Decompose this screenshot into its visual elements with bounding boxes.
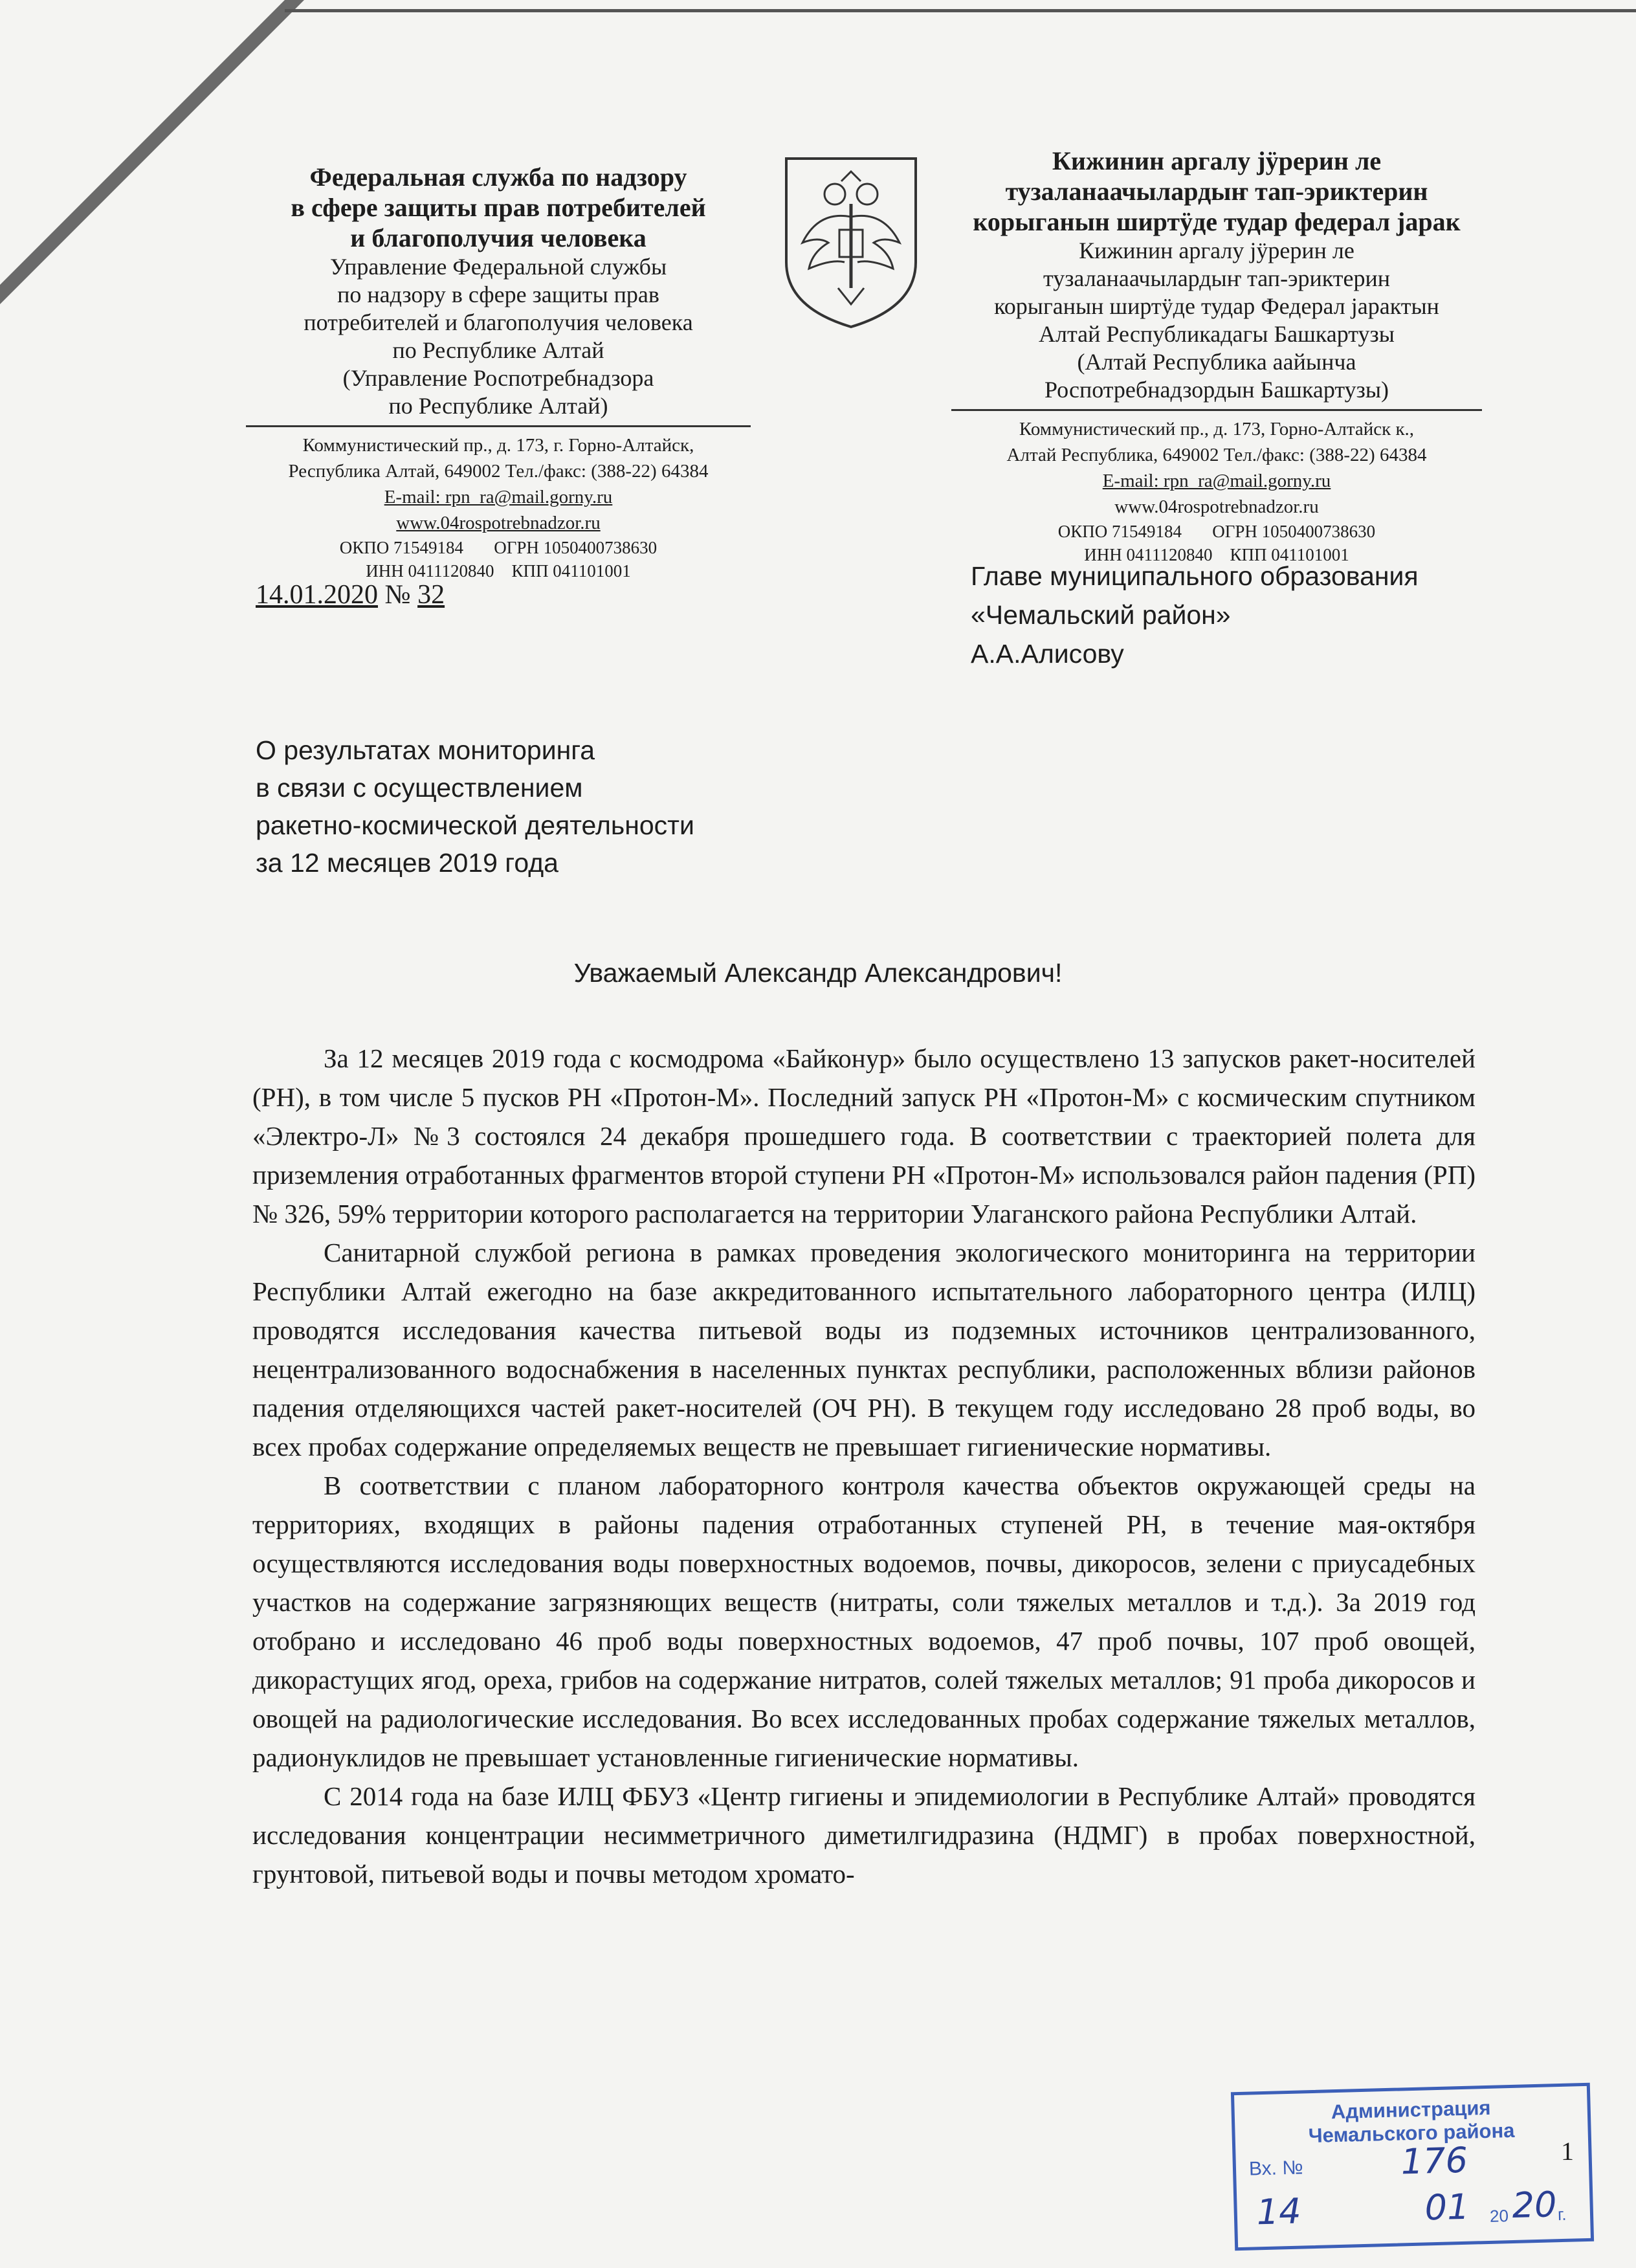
header-right-address: Алтай Республика, 649002 Тел./факс: (388-22) 64384 bbox=[1006, 445, 1427, 465]
header-left-okpo: ОКПО 71549184 ОГРН 1050400738630 bbox=[339, 538, 658, 557]
header-left-line: по надзору в сфере защиты прав bbox=[337, 282, 659, 307]
russian-coat-of-arms-icon bbox=[773, 146, 929, 333]
header-left-email: E-mail: rpn_ra@mail.gorny.ru bbox=[384, 487, 613, 507]
header-right-website: www.04rospotrebnadzor.ru bbox=[1114, 496, 1319, 517]
header-right-line: тузаланаачылардыҥ тап-эриктерин bbox=[1043, 265, 1391, 291]
header-right-line: Кижинин аргалу јӱрерин ле bbox=[1079, 238, 1354, 263]
header-right-line: Алтай Республикадагы Башкартузы bbox=[1039, 321, 1395, 347]
header-right-inn: ИНН 0411120840 КПП 041101001 bbox=[1084, 545, 1349, 564]
stamp-title-1: Администрация bbox=[1331, 2096, 1491, 2124]
subject bbox=[256, 731, 838, 882]
header-left-address: Коммунистический пр., д. 173, г. Горно-Алтайск, bbox=[302, 435, 694, 456]
header-right-line: (Алтай Республика аайынча bbox=[1077, 349, 1356, 375]
addressee-line: Главе муниципального образования bbox=[971, 561, 1419, 591]
header-right-email: E-mail: rpn_ra@mail.gorny.ru bbox=[1102, 471, 1331, 491]
registration-stamp bbox=[1231, 2083, 1594, 2251]
stamp-vx-label: Вх. № bbox=[1248, 2157, 1303, 2180]
stamp-vx-number: 176 bbox=[1400, 2139, 1468, 2183]
header-left-address: Республика Алтай, 649002 Тел./факс: (388-22) 64384 bbox=[288, 461, 709, 482]
subject-line: ракетно-космической деятельности bbox=[256, 810, 694, 840]
body-paragraph: В соответствии с планом лабораторного контроля качества объектов окружающей среды на территориях, входящих в районы падения отработанных ступеней РН, в течение мая-октября осуществляются исследования воды поверхностных водоемов, почвы, дикоросов, зелени с приусадебных участков на содержание загрязняющих веществ (нитраты, соли тяжелых металлов и т.д.). За 2019 год отобрано и исследовано 46 проб воды поверхностных водоемов, 47 проб почвы, 107 проб овощей, дикорастущих ягод, ореха, грибов на содержание нитратов, солей тяжелых металлов; 91 проба дикоросов и овощей на радиологические исследования. Во всех исследованных пробах содержание тяжелых металлов, радионуклидов не превышает установленные гигиенические нормативы. bbox=[252, 1471, 1476, 1772]
header-left-inn: ИНН 0411120840 КПП 041101001 bbox=[366, 561, 631, 581]
header-right bbox=[951, 146, 1482, 566]
emblem bbox=[773, 146, 929, 333]
subject-line: О результатах мониторинга bbox=[256, 735, 595, 765]
stamp-title-2: Чемальского района bbox=[1308, 2118, 1515, 2148]
addressee-name: А.А.Алисову bbox=[971, 639, 1124, 669]
addressee-line: «Чемальский район» bbox=[971, 600, 1231, 630]
header-right-address: Коммунистический пр., д. 173, Горно-Алтайск к., bbox=[1019, 419, 1415, 439]
top-scan-edge bbox=[285, 9, 1636, 12]
header-left bbox=[246, 162, 751, 583]
header-left-website: www.04rospotrebnadzor.ru bbox=[396, 513, 601, 533]
header-right-rule bbox=[951, 409, 1482, 411]
stamp-day: 14 bbox=[1255, 2190, 1302, 2233]
subject-line: в связи с осуществлением bbox=[256, 773, 583, 803]
letter-body bbox=[252, 1039, 1476, 1893]
header-left-line: (Управление Роспотребнадзора bbox=[342, 365, 654, 391]
header-right-title-2: тузаланаачылардыҥ тап-эриктерин bbox=[1005, 177, 1428, 206]
header-right-line: Роспотребнадзордын Башкартузы) bbox=[1044, 377, 1389, 403]
letter-date: 14.01.2020 bbox=[256, 580, 378, 610]
body-paragraph: Санитарной службой региона в рамках проведения экологического мониторинга на территории Республики Алтай ежегодно на базе аккредитованного испытательного лабораторного центра (ИЛЦ) проводятся исследования качества питьевой воды из подземных источников централизованного, нецентрализованного водоснабжения в населенных пунктах республики, расположенных вблизи районов падения отделяющихся частей ракет-носителей (ОЧ РН). В текущем году исследовано 28 проб воды, во всех пробах содержание определяемых веществ не превышает гигиенические нормативы. bbox=[252, 1238, 1476, 1462]
page-number: 1 bbox=[1561, 2137, 1574, 2166]
header-left-line: по Республике Алтай) bbox=[388, 393, 608, 419]
number-sign: № bbox=[384, 580, 411, 610]
folded-corner-fill bbox=[0, 0, 285, 285]
letter-date-number bbox=[256, 579, 445, 610]
header-right-title-3: корыганын ширтӱде тудар федерал јарак bbox=[973, 207, 1461, 236]
greeting: Уважаемый Александр Александрович! bbox=[573, 958, 1063, 988]
header-left-line: потребителей и благополучия человека bbox=[304, 309, 693, 335]
stamp-month: 01 bbox=[1424, 2186, 1470, 2229]
header-left-line: Управление Федеральной службы bbox=[329, 254, 667, 280]
stamp-year-prefix: 20 bbox=[1489, 2206, 1509, 2226]
stamp-year: 20 bbox=[1511, 2184, 1558, 2226]
header-left-title-2: в сфере защиты прав потребителей bbox=[291, 193, 706, 222]
body-paragraph: За 12 месяцев 2019 года с космодрома «Байконур» было осуществлено 13 запусков ракет-носителей (РН), в том числе 5 пусков РН «Протон-М». Последний запуск РН «Протон-М» с космическим спутником «Электро-Л» №3 состоялся 24 декабря прошедшего года. В соответствии с траекторией полета для приземления отработанных фрагментов второй ступени РН «Протон-М» использовался район падения (РП) № 326, 59% территории которого располагается на территории Улаганского района Республики Алтай. bbox=[252, 1043, 1476, 1228]
header-left-title-3: и благополучия человека bbox=[350, 223, 647, 252]
addressee bbox=[971, 557, 1553, 673]
stamp-year-suffix: г. bbox=[1557, 2204, 1567, 2225]
letter-number: 32 bbox=[417, 580, 445, 610]
header-left-rule bbox=[246, 425, 751, 427]
header-left-title-1: Федеральная служба по надзору bbox=[309, 162, 687, 192]
header-right-title-1: Кижинин аргалу јӱрерин ле bbox=[1052, 146, 1382, 175]
header-right-line: корыганын ширтӱде тудар Федерал јарактын bbox=[994, 293, 1439, 319]
header-left-line: по Республике Алтай bbox=[392, 337, 604, 363]
subject-line: за 12 месяцев 2019 года bbox=[256, 848, 558, 878]
header-right-okpo: ОКПО 71549184 ОГРН 1050400738630 bbox=[1057, 522, 1376, 541]
body-paragraph: С 2014 года на базе ИЛЦ ФБУЗ «Центр гигиены и эпидемиологии в Республике Алтай» проводятся исследования концентрации несимметричного диметилгидразина (НДМГ) в пробах поверхностной, грунтовой, питьевой воды и почвы методом хромато- bbox=[252, 1781, 1476, 1889]
